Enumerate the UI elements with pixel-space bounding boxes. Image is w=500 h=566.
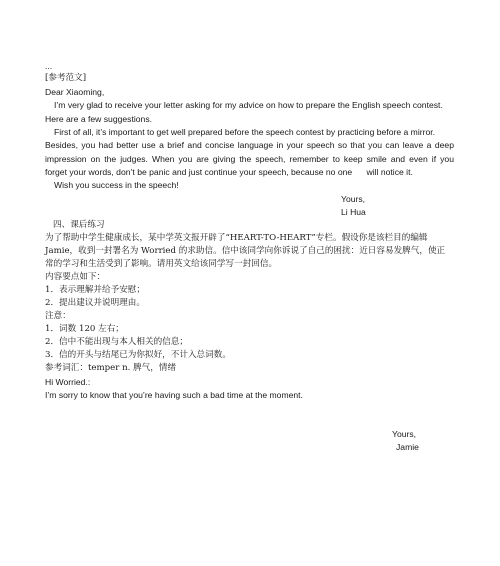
sample-paragraph-1-line-1: I’m very glad to receive your letter asking for my advice on how to prepare the English speech contest. <box>54 100 443 110</box>
ellipsis-line: ... <box>45 61 53 71</box>
reply-signature: Jamie <box>396 442 419 452</box>
sample-paragraph-2-line-2: Besides, you had better use a brief and concise language in your speech so that you can leave a deep <box>45 140 454 150</box>
requirements-title: 内容要点如下： <box>45 272 106 282</box>
reply-signoff: Yours, <box>392 429 417 439</box>
sample-paragraph-2-line-1: First of all, it’s important to get well prepared before the speech contest by practicing before a mirror. <box>54 127 436 137</box>
reply-salutation: Hi Worried.: <box>45 377 91 387</box>
sample-paragraph-2-line-4: forget your words, don’t be panic and just continue your speech, because no one will notice it. <box>45 167 413 177</box>
sample-paragraph-1-line-2: Here are a few suggestions. <box>45 114 153 124</box>
note-item: 1．词数 120 左右； <box>45 324 124 334</box>
sample-closing-line: Wish you success in the speech! <box>54 180 179 190</box>
note-item: 2．信中不能出现与本人相关的信息； <box>45 337 188 347</box>
sample-signoff: Yours, <box>341 194 366 204</box>
note-item: 3．信的开头与结尾已为你拟好，不计入总词数。 <box>45 350 231 360</box>
exercise-prompt-line-2: Jamie，收到一封署名为 Worried 的求助信。信中该同学向你诉说了自己的困扰：近日容易发脾气，使正 <box>45 246 446 256</box>
sample-paragraph-2-line-3: impression on the judges. When you are giving the speech, remember to keep smile and even if you <box>45 154 454 164</box>
vocabulary-hint: 参考词汇：temper n. 脾气，情绪 <box>45 363 177 373</box>
sample-signature: Li Hua <box>341 207 366 217</box>
notes-title: 注意： <box>45 311 71 321</box>
exercise-prompt-line-3: 常的学习和生活受到了影响。请用英文给该同学写一封回信。 <box>45 259 278 269</box>
reply-opening-line: I’m sorry to know that you’re having such a bad time at the moment. <box>45 390 303 400</box>
requirement-item: 2．提出建议并说明理由。 <box>45 298 145 308</box>
exercise-heading: 四、课后练习 <box>53 220 105 230</box>
requirement-item: 1．表示理解并给予安慰； <box>45 285 145 295</box>
exercise-prompt-line-1: 为了帮助中学生健康成长，某中学英文报开辟了“HEART-TO-HEART”专栏。假设你是该栏目的编辑 <box>45 233 428 243</box>
sample-salutation: Dear Xiaoming, <box>45 87 105 97</box>
sample-essay-heading: [参考范文] <box>45 73 87 83</box>
